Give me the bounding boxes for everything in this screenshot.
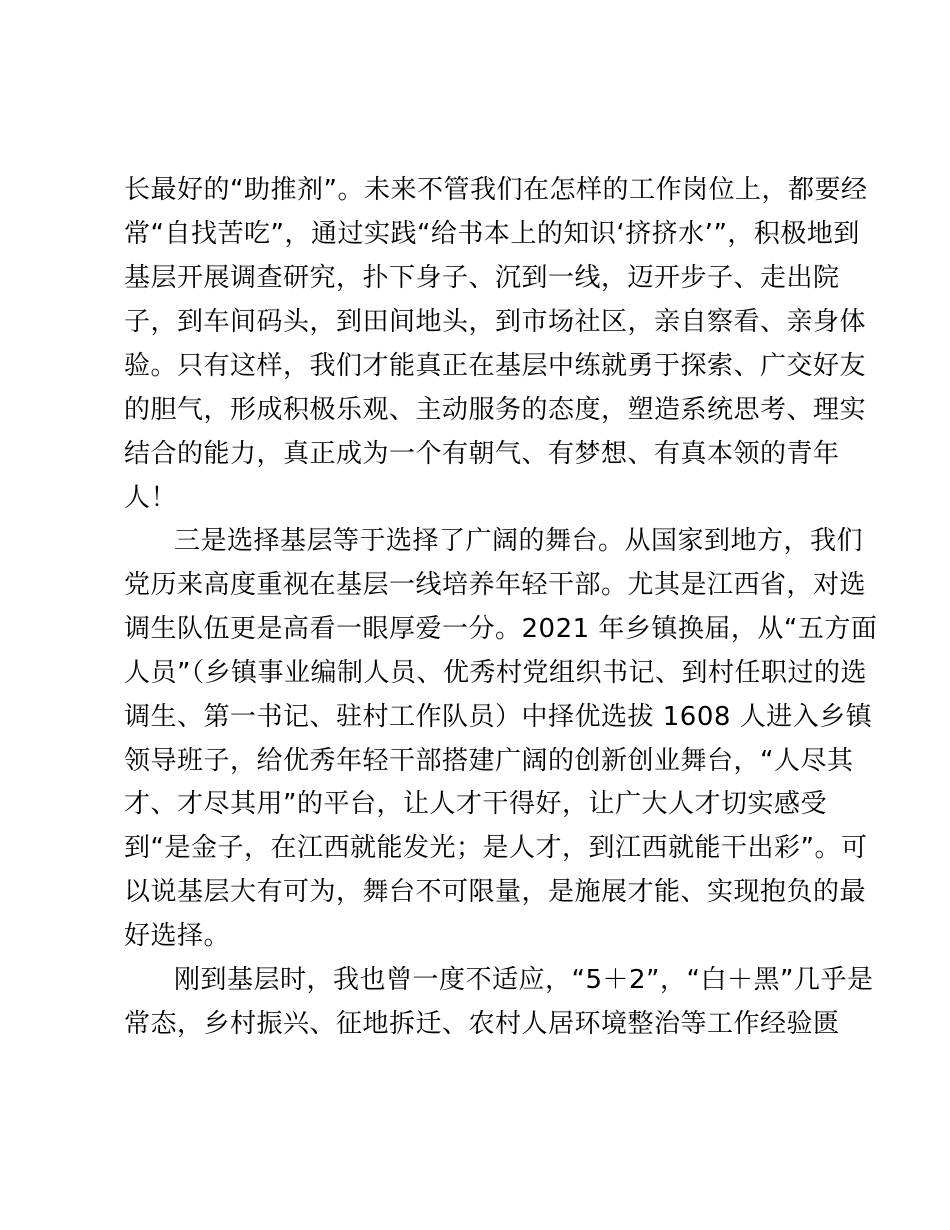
text-line: 常“自找苦吃”，通过实践“给书本上的知识‘挤挤水’”，积极地到 — [124, 219, 860, 249]
text-line: 人！ — [124, 483, 178, 513]
text-line: 领导班子，给优秀年轻干部搭建广阔的创新创业舞台，“人尽其 — [124, 746, 854, 776]
text-line: 人员”（乡镇事业编制人员、优秀村党组织书记、到村任职过的选 — [124, 658, 867, 688]
text-line: 基层开展调查研究，扑下身子、沉到一线，迈开步子、走出院 — [124, 263, 840, 293]
paragraph-start-line: 三是选择基层等于选择了广阔的舞台。从国家到地方，我们 — [174, 526, 864, 556]
text-line: 长最好的“助推剂”。未来不管我们在怎样的工作岗位上，都要经 — [124, 175, 868, 205]
text-line: 才、才尽其用”的平台，让人才干得好，让广大人才切实感受 — [124, 789, 827, 819]
text-line: 好选择。 — [124, 921, 231, 951]
text-line: 调生队伍更是高看一眼厚爱一分。2021 年乡镇换届，从“五方面 — [124, 614, 878, 644]
text-line: 验。只有这样，我们才能真正在基层中练就勇于探索、广交好友 — [124, 351, 867, 381]
text-line: 到“是金子，在江西就能发光；是人才，到江西就能干出彩”。可 — [124, 833, 868, 863]
text-line: 子，到车间码头，到田间地头，到市场社区，亲自察看、亲身体 — [124, 307, 867, 337]
text-line: 常态，乡村振兴、征地拆迁、农村人居环境整治等工作经验匮 — [124, 1009, 840, 1039]
text-line: 结合的能力，真正成为一个有朝气、有梦想、有真本领的青年 — [124, 439, 840, 469]
text-line: 调生、第一书记、驻村工作队员）中择优选拔 1608 人进入乡镇 — [124, 702, 873, 732]
text-line: 的胆气，形成积极乐观、主动服务的态度，塑造系统思考、理实 — [124, 395, 867, 425]
text-line: 以说基层大有可为，舞台不可限量，是施展才能、实现抱负的最 — [124, 877, 867, 907]
paragraph-start-line: 刚到基层时，我也曾一度不适应，“5＋2”，“白＋黑”几乎是 — [174, 965, 874, 995]
text-line: 党历来高度重视在基层一线培养年轻干部。尤其是江西省，对选 — [124, 570, 867, 600]
